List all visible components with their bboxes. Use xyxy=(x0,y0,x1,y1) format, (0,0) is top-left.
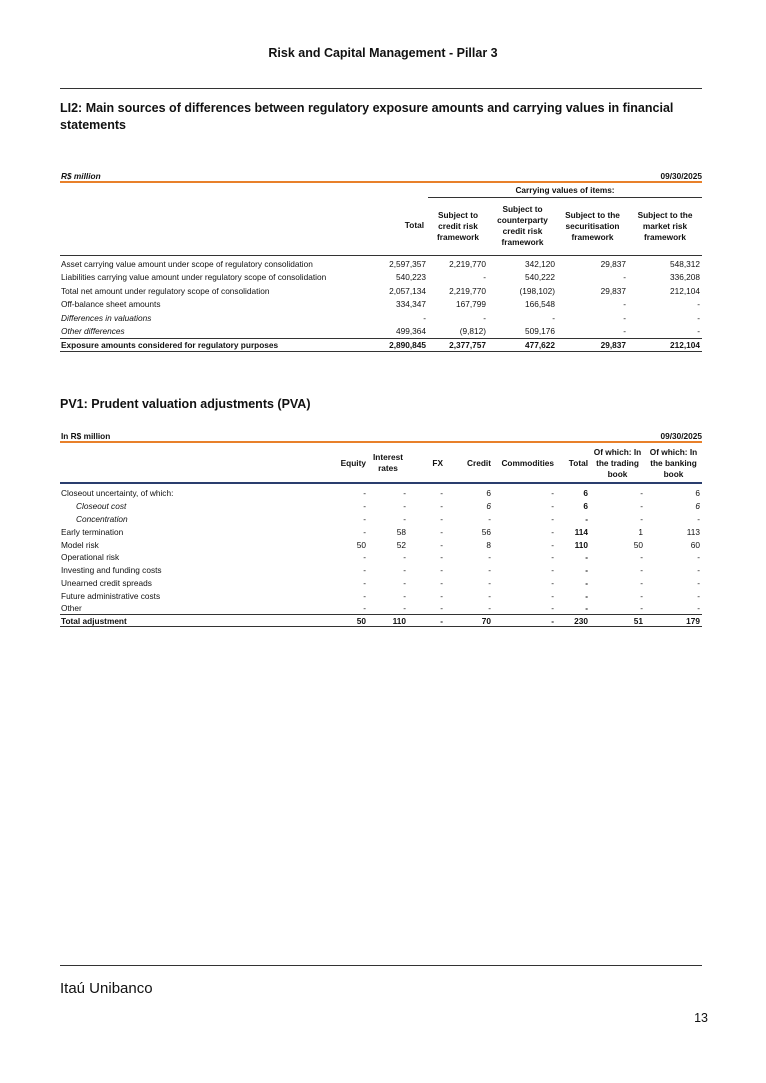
row-label: Investing and funding costs xyxy=(61,565,162,576)
pv1-navy-rule xyxy=(60,482,702,484)
li2-group-header: Carrying values of items: xyxy=(428,183,702,197)
row-label: Total net amount under regulatory scope of consolidation xyxy=(61,285,270,296)
table-row xyxy=(60,577,702,590)
cell-value: 212,104 xyxy=(670,285,701,296)
cell-value: - xyxy=(697,312,701,323)
cell-value: - xyxy=(440,526,443,537)
table-row xyxy=(60,487,702,500)
cell-value: - xyxy=(363,565,366,576)
pv1-unit: In R$ million xyxy=(61,431,111,441)
cell-value: - xyxy=(403,577,406,588)
cell-value: - xyxy=(640,501,643,512)
cell-value: - xyxy=(551,539,554,550)
cell-value: 2,219,770 xyxy=(449,258,486,269)
cell-value: - xyxy=(551,552,554,563)
li2-unit: R$ million xyxy=(61,171,101,181)
cell-value: - xyxy=(697,513,700,524)
row-label: Future administrative costs xyxy=(61,590,161,601)
cell-value: - xyxy=(551,513,554,524)
total-value: - xyxy=(408,615,445,627)
cell-value: - xyxy=(551,526,554,537)
total-value: 179 xyxy=(645,615,702,627)
table-row xyxy=(60,325,702,339)
cell-value: 548,312 xyxy=(670,258,701,269)
table-row xyxy=(60,257,702,271)
cell-value: 1 xyxy=(638,526,643,537)
footer-divider xyxy=(60,965,702,966)
cell-value: 6 xyxy=(583,501,588,512)
cell-value: - xyxy=(552,312,555,323)
row-label: Liabilities carrying value amount under regulatory scope of consolidation xyxy=(61,272,327,283)
cell-value: - xyxy=(403,590,406,601)
row-label: Unearned credit spreads xyxy=(61,577,152,588)
table-row xyxy=(60,538,702,551)
row-label: Closeout uncertainty, of which: xyxy=(61,488,174,499)
cell-value: 60 xyxy=(690,539,700,550)
total-value: 70 xyxy=(445,615,493,627)
cell-value: - xyxy=(483,272,486,283)
cell-value: 334,347 xyxy=(396,299,426,310)
cell-value: 29,837 xyxy=(600,258,626,269)
row-label: Concentration xyxy=(76,513,128,524)
cell-value: - xyxy=(640,590,643,601)
cell-value: - xyxy=(363,488,366,499)
cell-value: 2,219,770 xyxy=(449,285,486,296)
table-row xyxy=(60,311,702,325)
cell-value: - xyxy=(363,526,366,537)
cell-value: - xyxy=(585,577,588,588)
cell-value: 540,222 xyxy=(525,272,555,283)
cell-value: - xyxy=(440,513,443,524)
cell-value: - xyxy=(403,552,406,563)
cell-value: 50 xyxy=(633,539,643,550)
row-label: Model risk xyxy=(61,539,99,550)
total-row xyxy=(60,338,702,351)
header-divider xyxy=(60,88,702,89)
table-row xyxy=(60,551,702,564)
cell-value: 114 xyxy=(574,526,588,537)
cell-value: 336,208 xyxy=(670,272,701,283)
footer-brand: Itaú Unibanco xyxy=(60,980,153,997)
cell-value: - xyxy=(363,603,366,614)
cell-value: - xyxy=(488,552,491,563)
cell-value: 6 xyxy=(486,488,491,499)
cell-value: - xyxy=(551,603,554,614)
li2-col-header: Subject to the securitisation framework xyxy=(565,209,620,242)
cell-value: 167,799 xyxy=(456,299,486,310)
cell-value: (198,102) xyxy=(519,285,555,296)
cell-value: - xyxy=(551,577,554,588)
cell-value: - xyxy=(363,552,366,563)
cell-value: - xyxy=(551,488,554,499)
row-label: Differences in valuations xyxy=(61,312,152,323)
cell-value: 6 xyxy=(695,501,700,512)
cell-value: - xyxy=(697,565,700,576)
cell-value: 110 xyxy=(574,539,588,550)
cell-value: - xyxy=(440,603,443,614)
cell-value: 52 xyxy=(396,539,406,550)
cell-value: - xyxy=(440,501,443,512)
pv1-col-header: FX xyxy=(432,457,443,468)
cell-value: - xyxy=(403,603,406,614)
cell-value: - xyxy=(697,603,700,614)
cell-value: - xyxy=(640,552,643,563)
cell-value: - xyxy=(363,590,366,601)
cell-value: 56 xyxy=(481,526,491,537)
pv1-col-header: Equity xyxy=(340,457,366,468)
table-row xyxy=(60,589,702,602)
pv1-col-header: Of which: In the banking book xyxy=(649,446,698,479)
li2-column-header-row xyxy=(60,197,702,255)
cell-value: - xyxy=(403,565,406,576)
pv1-col-header: Total xyxy=(568,457,588,468)
li2-col-header: Subject to credit risk framework xyxy=(437,209,479,242)
row-label: Closeout cost xyxy=(76,501,127,512)
cell-value: - xyxy=(488,565,491,576)
cell-value: - xyxy=(585,565,588,576)
row-label: Off-balance sheet amounts xyxy=(61,299,161,310)
cell-value: - xyxy=(403,501,406,512)
cell-value: - xyxy=(488,513,491,524)
table-row xyxy=(60,602,702,615)
li2-date: 09/30/2025 xyxy=(660,171,702,181)
cell-value: - xyxy=(585,590,588,601)
total-row xyxy=(60,615,702,627)
pv1-table xyxy=(60,444,702,627)
cell-value: - xyxy=(623,312,626,323)
cell-value: - xyxy=(640,513,643,524)
pv1-title: PV1: Prudent valuation adjustments (PVA) xyxy=(60,397,311,411)
cell-value: - xyxy=(697,552,700,563)
li2-table xyxy=(60,183,702,352)
cell-value: - xyxy=(697,299,701,310)
pv1-col-header: Of which: In the trading book xyxy=(593,446,642,479)
cell-value: 58 xyxy=(396,526,406,537)
cell-value: - xyxy=(697,577,700,588)
cell-value: 113 xyxy=(686,526,700,537)
cell-value: 8 xyxy=(486,539,491,550)
cell-value: - xyxy=(423,312,426,323)
table-row xyxy=(60,284,702,298)
li2-col-header: Subject to the market risk framework xyxy=(637,209,693,242)
li2-title: LI2: Main sources of differences between regulatory exposure amounts and carrying values in financial statements xyxy=(60,101,674,132)
pv1-orange-rule xyxy=(60,441,702,443)
total-label: Total adjustment xyxy=(60,615,326,627)
li2-col-header: Total xyxy=(404,220,424,231)
cell-value: - xyxy=(551,590,554,601)
table-row xyxy=(60,525,702,538)
cell-value: (9,812) xyxy=(459,326,486,336)
cell-value: 342,120 xyxy=(525,258,555,269)
pv1-column-header-row xyxy=(60,444,702,482)
table-row xyxy=(60,513,702,526)
cell-value: 499,364 xyxy=(396,326,426,336)
total-value: 2,890,845 xyxy=(356,338,428,351)
cell-value: - xyxy=(440,539,443,550)
row-label: Other differences xyxy=(61,326,125,336)
cell-value: - xyxy=(403,488,406,499)
table-row xyxy=(60,500,702,513)
cell-value: - xyxy=(585,513,588,524)
cell-value: - xyxy=(440,552,443,563)
cell-value: - xyxy=(363,513,366,524)
table-row xyxy=(60,271,702,285)
cell-value: - xyxy=(363,577,366,588)
cell-value: - xyxy=(488,603,491,614)
cell-value: - xyxy=(640,603,643,614)
cell-value: - xyxy=(640,565,643,576)
total-label: Exposure amounts considered for regulatory purposes xyxy=(60,338,356,351)
cell-value: - xyxy=(585,552,588,563)
pv1-col-header: Commodities xyxy=(501,457,554,468)
pv1-col-header: Credit xyxy=(467,457,491,468)
cell-value: 29,837 xyxy=(600,285,626,296)
pv1-col-header: Interest rates xyxy=(373,452,403,473)
total-value: 477,622 xyxy=(488,338,557,351)
total-value: 2,377,757 xyxy=(428,338,488,351)
total-value: 110 xyxy=(368,615,408,627)
cell-value: - xyxy=(488,577,491,588)
cell-value: - xyxy=(440,577,443,588)
cell-value: - xyxy=(551,565,554,576)
cell-value: - xyxy=(623,272,626,283)
cell-value: - xyxy=(488,590,491,601)
cell-value: - xyxy=(440,488,443,499)
cell-value: - xyxy=(697,326,701,336)
li2-col-header: Subject to counterparty credit risk framework xyxy=(497,204,548,247)
page-number: 13 xyxy=(694,1011,708,1025)
pv1-date: 09/30/2025 xyxy=(660,431,702,441)
total-value: 29,837 xyxy=(557,338,628,351)
cell-value: - xyxy=(623,299,626,310)
cell-value: 50 xyxy=(356,539,366,550)
total-value: - xyxy=(493,615,556,627)
cell-value: - xyxy=(363,501,366,512)
page-header: Risk and Capital Management - Pillar 3 xyxy=(268,46,498,60)
cell-value: 6 xyxy=(486,501,491,512)
row-label: Operational risk xyxy=(61,552,120,563)
row-label: Asset carrying value amount under scope of regulatory consolidation xyxy=(61,258,313,269)
cell-value: - xyxy=(623,326,626,336)
row-label: Early termination xyxy=(61,526,124,537)
total-value: 212,104 xyxy=(628,338,702,351)
cell-value: - xyxy=(440,565,443,576)
row-label: Other xyxy=(61,603,82,614)
cell-value: 540,223 xyxy=(396,272,426,283)
total-value: 51 xyxy=(590,615,645,627)
cell-value: - xyxy=(440,590,443,601)
cell-value: - xyxy=(697,590,700,601)
cell-value: - xyxy=(640,488,643,499)
total-value: 50 xyxy=(326,615,368,627)
cell-value: 509,176 xyxy=(525,326,555,336)
cell-value: 2,597,357 xyxy=(389,258,426,269)
table-row xyxy=(60,298,702,312)
cell-value: - xyxy=(483,312,486,323)
cell-value: - xyxy=(551,501,554,512)
table-row xyxy=(60,564,702,577)
cell-value: 6 xyxy=(583,488,588,499)
cell-value: 6 xyxy=(695,488,700,499)
cell-value: - xyxy=(640,577,643,588)
cell-value: 166,548 xyxy=(525,299,555,310)
li2-group-row xyxy=(60,183,702,197)
cell-value: - xyxy=(585,603,588,614)
cell-value: - xyxy=(403,513,406,524)
total-value: 230 xyxy=(556,615,590,627)
cell-value: 2,057,134 xyxy=(389,285,426,296)
